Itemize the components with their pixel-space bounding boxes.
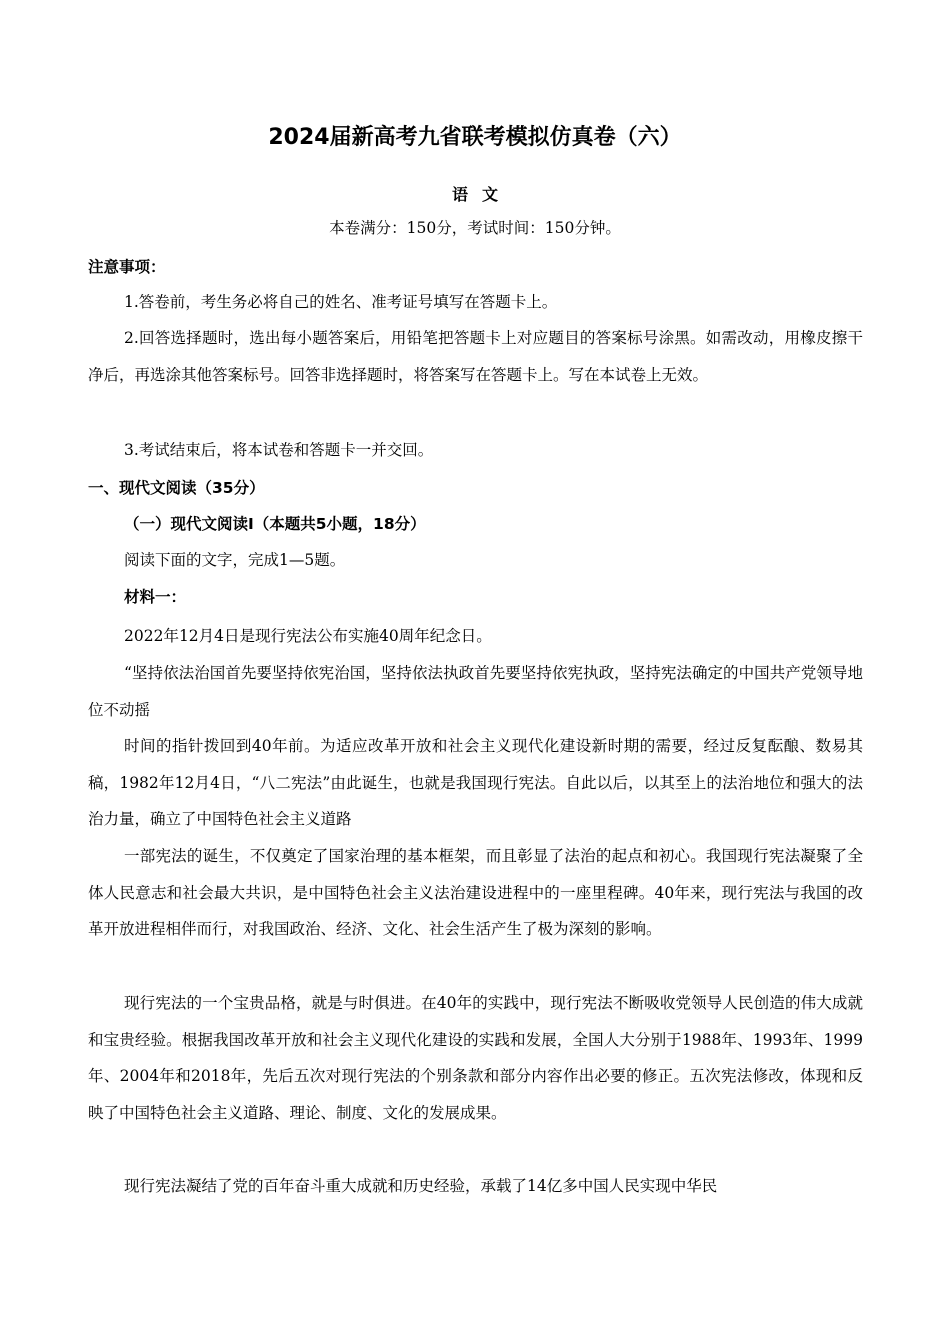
paragraph: 一部宪法的诞生，不仅奠定了国家治理的基本框架，而且彰显了法治的起点和初心。我国现行宪法凝聚了全体人民意志和社会最大共识，是中国特色社会主义法治建设进程中的一座里程碑。40年来，现行宪法与我国的改革开放进程相伴而行，对我国政治、经济、文化、社会生活产生了极为深刻的影响。 [88,847,863,938]
reading-instruction: 阅读下面的文字，完成1—5题。 [124,551,346,569]
notice-item-3: 3.考试结束后，将本试卷和答题卡一并交回。 [124,441,434,459]
paragraph: 现行宪法凝结了党的百年奋斗重大成就和历史经验，承载了14亿多中国人民实现中华民 [124,1177,718,1195]
paragraph: “坚持依法治国首先要坚持依宪治国，坚持依法执政首先要坚持依宪执政，坚持宪法确定的中国共产党领导地位不动摇 [88,664,863,719]
subject-label: 语文 [451,185,512,204]
notice-item-2: 2.回答选择题时，选出每小题答案后，用铅笔把答题卡上对应题目的答案标号涂黑。如需改动，用橡皮擦干净后，再选涂其他答案标号。回答非选择题时，将答案写在答题卡上。写在本试卷上无效。 [88,329,863,384]
exam-meta: 本卷满分：150分，考试时间：150分钟。 [329,219,621,237]
notice-heading: 注意事项： [88,258,166,276]
subsection-heading: （一）现代文阅读I（本题共5小题，18分） [124,515,426,533]
paragraph: 时间的指针拨回到40年前。为适应改革开放和社会主义现代化建设新时期的需要，经过反复酝酿、数易其稿，1982年12月4日，“八二宪法”由此诞生，也就是我国现行宪法。自此以后，以其至上的法治地位和强大的法治力量，确立了中国特色社会主义道路 [88,737,863,828]
notice-item-1: 1.答卷前，考生务必将自己的姓名、准考证号填写在答题卡上。 [124,293,558,311]
paragraph: 现行宪法的一个宝贵品格，就是与时俱进。在40年的实践中，现行宪法不断吸收党领导人民创造的伟大成就和宝贵经验。根据我国改革开放和社会主义现代化建设的实践和发展，全国人大分别于1988年、1993年、1999年、2004年和2018年，先后五次对现行宪法的个别条款和部分内容作出必要的修正。五次宪法修改，体现和反映了中国特色社会主义道路、理论、制度、文化的发展成果。 [88,994,863,1122]
paragraph: 2022年12月4日是现行宪法公布实施40周年纪念日。 [124,627,492,645]
material-label: 材料一： [124,588,187,606]
section-heading: 一、现代文阅读（35分） [88,479,265,497]
exam-title: 2024届新高考九省联考模拟仿真卷（六） [268,125,682,150]
